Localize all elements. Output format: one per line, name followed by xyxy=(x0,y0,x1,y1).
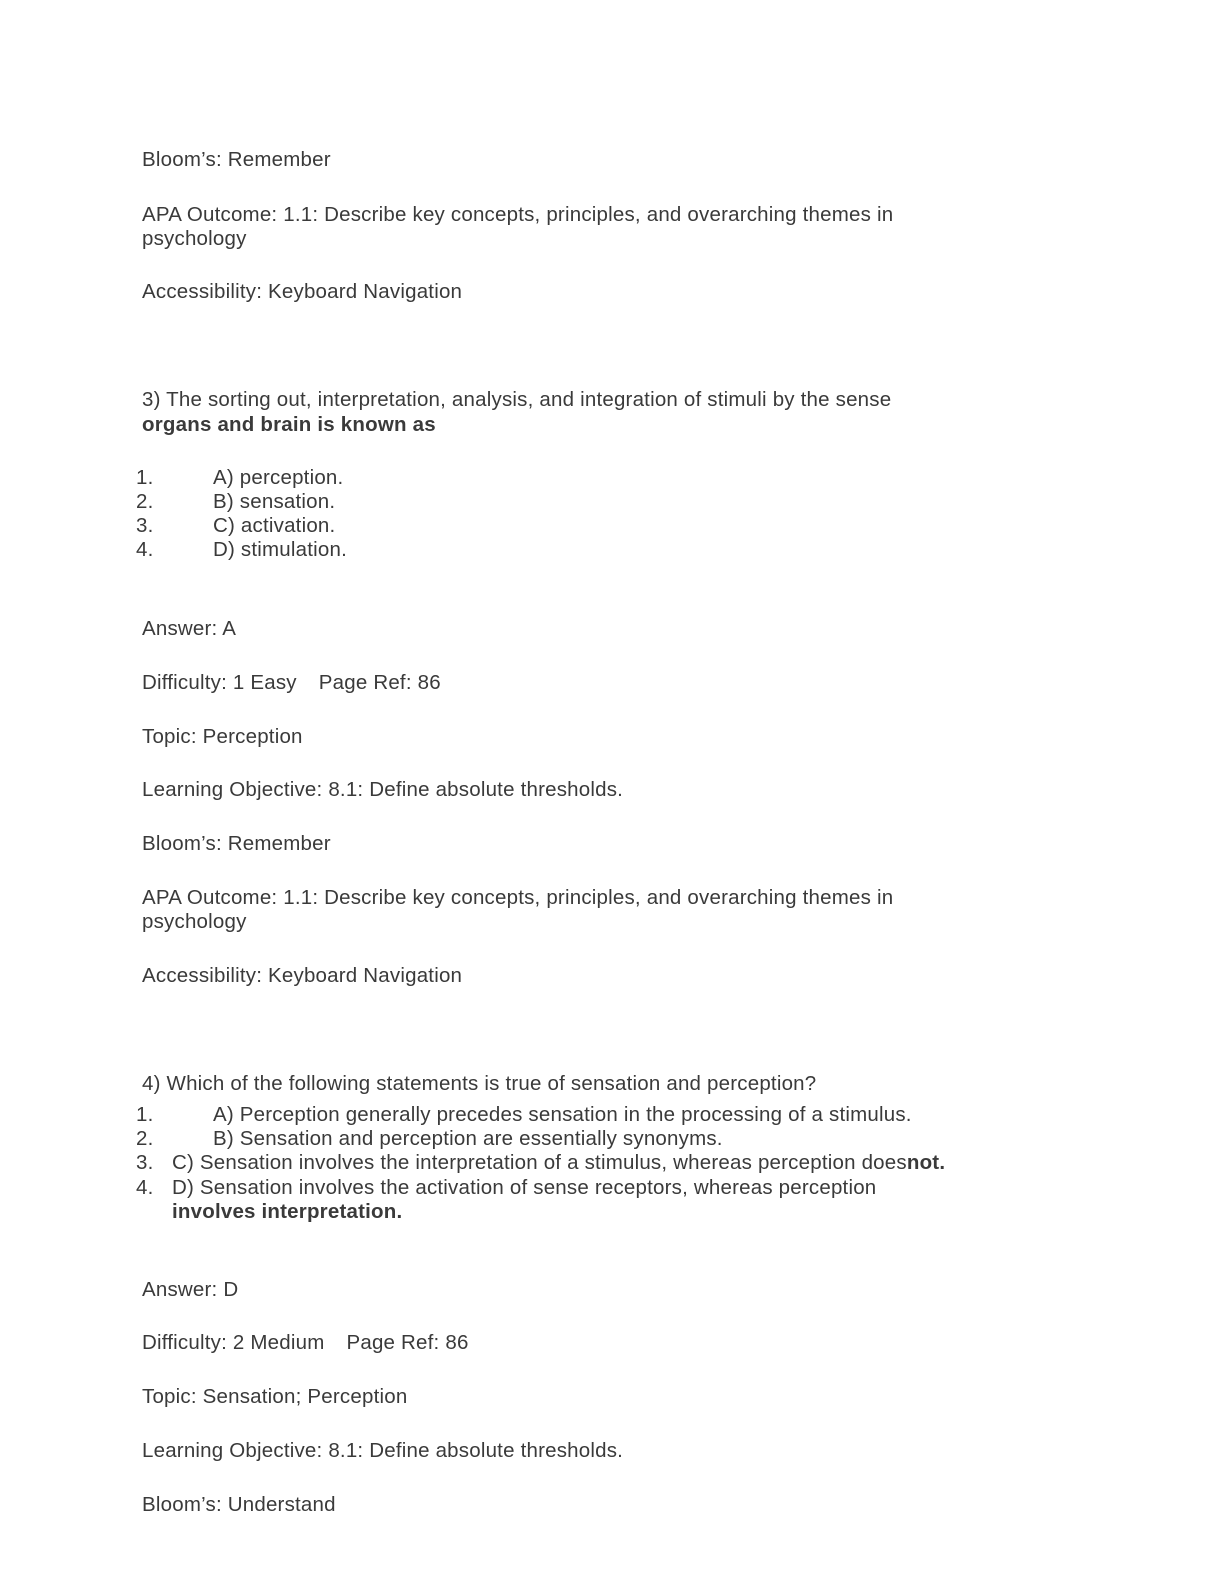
q3-blooms: Bloom’s: Remember xyxy=(142,832,331,855)
q3-answer: Answer: A xyxy=(142,617,237,640)
q4-stem: 4) Which of the following statements is true of sensation and perception? xyxy=(142,1072,817,1095)
q3-page-ref: Page Ref: 86 xyxy=(318,671,441,694)
q3-difficulty-row xyxy=(142,671,441,695)
q2-apa-outcome-line1: APA Outcome: 1.1: Describe key concepts, principles, and overarching themes in xyxy=(142,203,894,226)
q4-option-number: 2. xyxy=(136,1127,154,1150)
q3-topic: Topic: Perception xyxy=(142,725,303,748)
q4-option-c xyxy=(172,1151,945,1175)
q3-apa-outcome-line2: psychology xyxy=(142,910,247,933)
q4-option-b: B) Sensation and perception are essentially synonyms. xyxy=(213,1127,723,1150)
q4-option-number: 1. xyxy=(136,1103,154,1126)
q3-apa-outcome-line1: APA Outcome: 1.1: Describe key concepts, principles, and overarching themes in xyxy=(142,886,894,909)
q3-stem-line1: 3) The sorting out, interpretation, analysis, and integration of stimuli by the sense xyxy=(142,388,892,411)
q3-option-c: C) activation. xyxy=(213,514,336,537)
q4-topic: Topic: Sensation; Perception xyxy=(142,1385,408,1408)
q4-option-number: 4. xyxy=(136,1176,154,1199)
q3-option-number: 3. xyxy=(136,514,154,537)
q4-difficulty: Difficulty: 2 Medium xyxy=(142,1331,325,1354)
q3-option-a: A) perception. xyxy=(213,466,344,489)
q3-option-number: 2. xyxy=(136,490,154,513)
q4-answer: Answer: D xyxy=(142,1278,239,1301)
q4-option-number: 3. xyxy=(136,1151,154,1174)
q4-option-c-text: C) Sensation involves the interpretation of a stimulus, whereas perception does xyxy=(172,1151,907,1174)
q3-option-number: 1. xyxy=(136,466,154,489)
q2-apa-outcome-line2: psychology xyxy=(142,227,247,250)
q3-accessibility: Accessibility: Keyboard Navigation xyxy=(142,964,463,987)
q4-option-d-line1: D) Sensation involves the activation of sense receptors, whereas perception xyxy=(172,1176,877,1199)
q4-blooms: Bloom’s: Understand xyxy=(142,1493,336,1516)
q3-option-d: D) stimulation. xyxy=(213,538,348,561)
q3-learning-objective: Learning Objective: 8.1: Define absolute thresholds. xyxy=(142,778,624,801)
q3-stem-line2: organs and brain is known as xyxy=(142,413,436,436)
q4-option-a: A) Perception generally precedes sensation in the processing of a stimulus. xyxy=(213,1103,912,1126)
q2-accessibility: Accessibility: Keyboard Navigation xyxy=(142,280,463,303)
q4-page-ref: Page Ref: 86 xyxy=(346,1331,469,1354)
q3-option-b: B) sensation. xyxy=(213,490,336,513)
q4-option-c-bold: not. xyxy=(906,1151,946,1174)
q4-option-d-line2: involves interpretation. xyxy=(172,1200,403,1223)
q4-learning-objective: Learning Objective: 8.1: Define absolute thresholds. xyxy=(142,1439,624,1462)
q3-difficulty: Difficulty: 1 Easy xyxy=(142,671,297,694)
q4-difficulty-row xyxy=(142,1331,469,1355)
q3-option-number: 4. xyxy=(136,538,154,561)
q2-blooms: Bloom’s: Remember xyxy=(142,148,331,171)
